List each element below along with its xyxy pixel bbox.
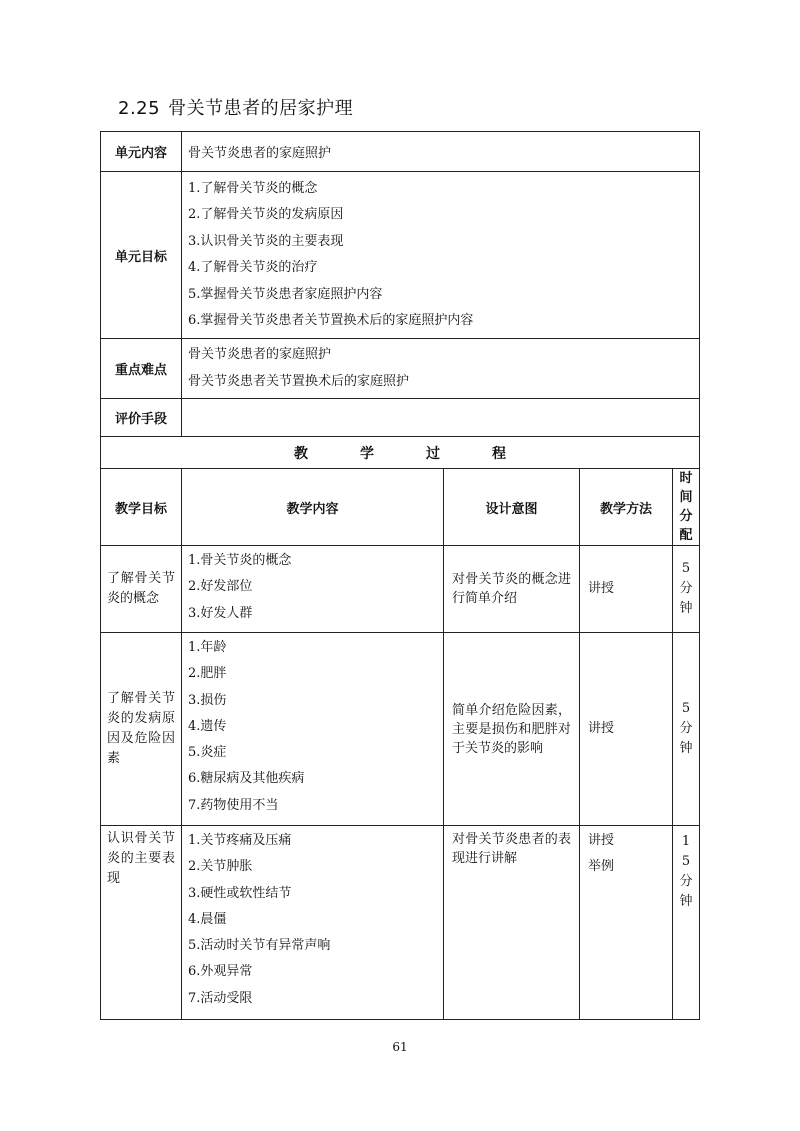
- key-points-label: 重点难点: [101, 339, 182, 399]
- unit-content-value: 骨关节炎患者的家庭照护: [182, 132, 700, 172]
- header-goal: 教学目标: [101, 469, 182, 546]
- unit-goal-item: 3.认识骨关节炎的主要表现: [188, 233, 344, 249]
- evaluation-label: 评价手段: [101, 399, 182, 437]
- process-band-char: 学: [360, 445, 374, 462]
- unit-content-label: 单元内容: [101, 132, 182, 172]
- process-header-row: [101, 469, 700, 546]
- page-number: 61: [392, 1040, 408, 1054]
- table-row: [101, 546, 700, 633]
- lesson-plan-table: [100, 131, 700, 1020]
- unit-goal-item: 5.掌握骨关节炎患者家庭照护内容: [188, 286, 383, 302]
- table-row: [101, 633, 700, 826]
- row-content: 1.年龄 2.肥胖 3.损伤 4.遗传 5.炎症 6.糖尿病及其他疾病 7.药物使用不当: [182, 633, 444, 826]
- process-band-char: 过: [426, 445, 440, 462]
- header-time: 时 间 分 配: [673, 469, 700, 546]
- unit-goals-list: [182, 172, 700, 339]
- header-content: 教学内容: [182, 469, 444, 546]
- key-points-list: [182, 339, 700, 399]
- unit-goal-item: 2.了解骨关节炎的发病原因: [188, 207, 344, 222]
- row-content: 1.骨关节炎的概念 2.好发部位 3.好发人群: [182, 546, 444, 633]
- header-method: 教学方法: [580, 469, 673, 546]
- row-intent: 对骨关节炎的概念进行简单介绍: [444, 546, 580, 633]
- row-goal: 认识骨关节炎的主要表现: [101, 826, 182, 1020]
- row-method: 讲授: [580, 546, 673, 633]
- unit-goal-item: 6.掌握骨关节炎患者关节置换术后的家庭照护内容: [188, 313, 474, 328]
- unit-goals-row: [101, 172, 700, 339]
- row-content: 1.关节疼痛及压痛 2.关节肿胀 3.硬性或软性结节 4.晨僵 5.活动时关节有异常声响 6.外观异常 7.活动受限: [182, 826, 444, 1020]
- unit-goals-label: 单元目标: [101, 172, 182, 339]
- row-goal: 了解骨关节炎的发病原因及危险因素: [101, 633, 182, 826]
- process-band: [101, 437, 700, 469]
- unit-goal-item: 4.了解骨关节炎的治疗: [188, 260, 318, 275]
- header-intent: 设计意图: [444, 469, 580, 546]
- key-point-item: 骨关节炎患者的家庭照护: [188, 347, 332, 362]
- evaluation-value: [182, 399, 700, 437]
- unit-goal-item: 1.了解骨关节炎的概念: [188, 180, 318, 196]
- row-time: 5 分 钟: [673, 546, 700, 633]
- section-title: 骨关节患者的居家护理: [168, 98, 354, 119]
- key-points-row: [101, 339, 700, 399]
- page-title: [118, 94, 353, 120]
- table-row: [101, 826, 700, 1020]
- row-intent: 对骨关节炎患者的表现进行讲解: [444, 826, 580, 1020]
- row-intent: 简单介绍危险因素，主要是损伤和肥胖对于关节炎的影响: [444, 633, 580, 826]
- process-band-char: 教: [294, 445, 308, 462]
- evaluation-row: [101, 399, 700, 437]
- row-time: 5 分 钟: [673, 633, 700, 826]
- row-time: 1 5 分 钟: [673, 826, 700, 1020]
- row-method: 讲授 举例: [580, 826, 673, 1020]
- row-goal: 了解骨关节炎的概念: [101, 546, 182, 633]
- key-point-item: 骨关节炎患者关节置换术后的家庭照护: [188, 373, 410, 389]
- unit-content-row: [101, 132, 700, 172]
- row-method: 讲授: [580, 633, 673, 826]
- section-number: 2.25: [118, 98, 161, 119]
- process-band-row: [101, 437, 700, 469]
- process-band-char: 程: [492, 445, 506, 462]
